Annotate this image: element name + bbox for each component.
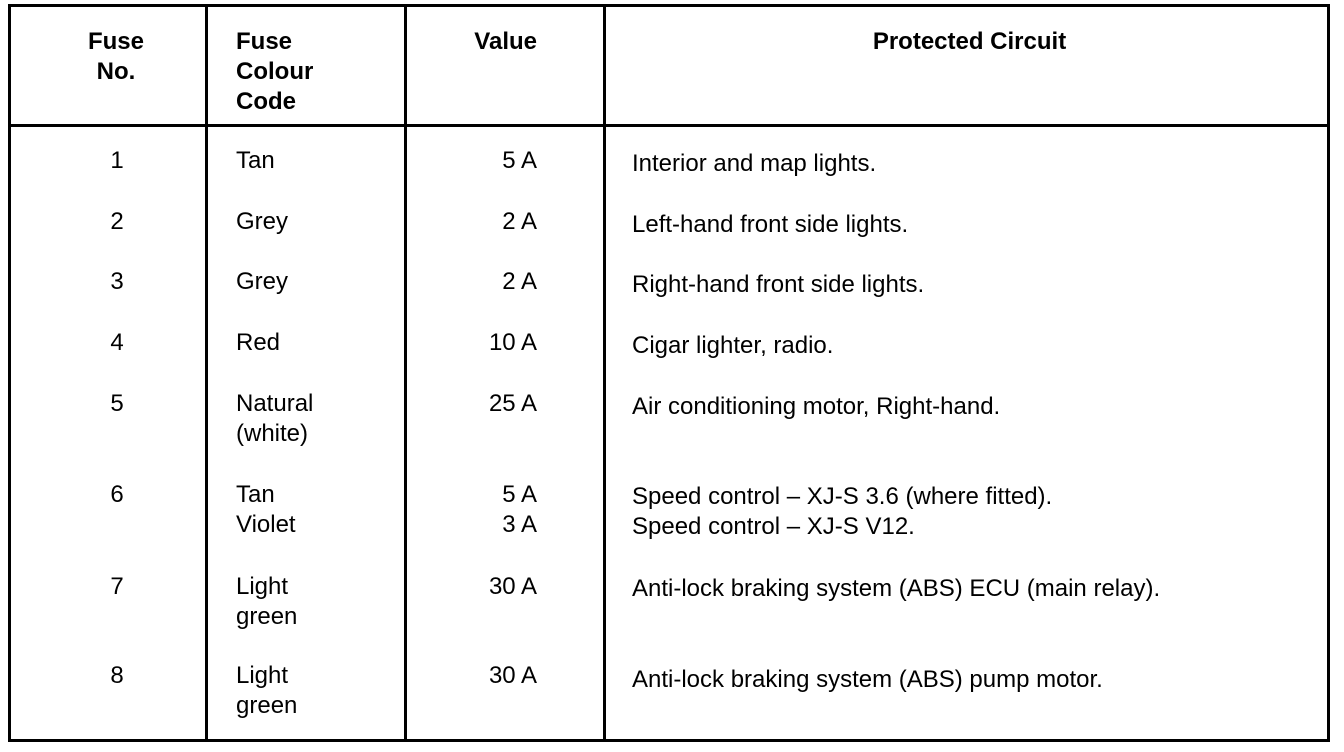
row-3-circuit: Right-hand front side lights. [632,271,925,298]
row-6-value: 5 A 3 A [502,481,537,538]
row-7-circuit: Anti-lock braking system (ABS) ECU (main relay). [632,575,1161,602]
row-8-colour: Light green [236,662,298,719]
row-8-value: 30 A [488,662,537,689]
row-3-colour: Grey [236,268,289,295]
row-7-value: 30 A [488,573,537,600]
fuse-table [8,4,1330,742]
row-5-value: 25 A [488,390,537,417]
row-6-no: 6 [110,481,124,508]
header-value: Value [474,28,537,55]
row-2-value: 2 A [502,208,537,235]
row-5-circuit: Air conditioning motor, Right-hand. [632,393,1001,420]
row-2-circuit: Left-hand front side lights. [632,211,909,238]
row-4-value: 10 A [488,329,537,356]
row-1-no: 1 [110,147,124,174]
row-1-value: 5 A [502,147,537,174]
row-8-circuit: Anti-lock braking system (ABS) pump motor. [632,666,1103,693]
row-5-colour: Natural (white) [236,390,314,447]
row-4-no: 4 [110,329,124,356]
row-7-no: 7 [110,573,124,600]
header-protected-circuit: Protected Circuit [872,28,1067,55]
header-fuse-no: Fuse No. [87,28,144,85]
column-divider [205,7,208,739]
row-1-colour: Tan [236,147,275,174]
row-3-value: 2 A [502,268,537,295]
row-4-circuit: Cigar lighter, radio. [632,332,834,359]
row-4-colour: Red [236,329,281,356]
column-divider [603,7,606,739]
row-5-no: 5 [110,390,124,417]
header-divider [11,124,1327,127]
row-2-colour: Grey [236,208,289,235]
header-colour-code: Fuse Colour Code [236,28,314,115]
row-6-circuit: Speed control – XJ-S 3.6 (where fitted). Speed control – XJ-S V12. [632,483,1053,540]
row-2-no: 2 [110,208,124,235]
row-7-colour: Light green [236,573,298,630]
row-1-circuit: Interior and map lights. [632,150,877,177]
row-3-no: 3 [110,268,124,295]
row-8-no: 8 [110,662,124,689]
row-6-colour: Tan Violet [236,481,296,538]
column-divider [404,7,407,739]
